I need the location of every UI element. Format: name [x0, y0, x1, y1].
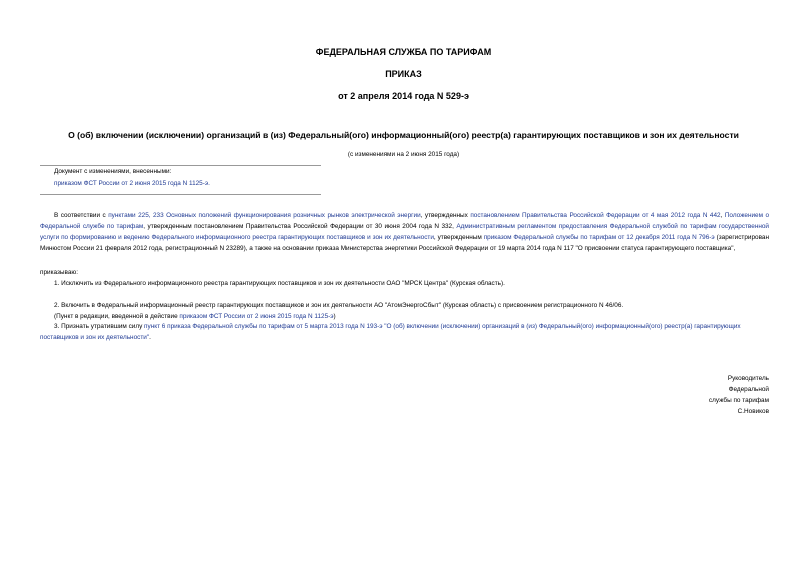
- doc-type-heading: ПРИКАЗ: [385, 69, 422, 79]
- signature-line-2: Федеральной: [728, 386, 769, 393]
- preamble-link-admin-reg[interactable]: Административным регламентом предоставления Федеральной службой по тарифам государственной услуги по формированию и ведению Федерального информационного реестра гарантирующих поставщиков и зон их деятельности: [40, 223, 769, 241]
- preamble-text-4: , утвержденным постановлением Правительства Российской Федерации от 30 июня 2004 года N 332,: [143, 223, 457, 230]
- item-2: 2. Включить в Федеральный информационный реестр гарантирующих поставщиков и зон их деятельности АО "АтомЭнергоСбыт" (Курская область) с присвоением регистрационного N 46/06.: [54, 302, 624, 309]
- preamble-text-5: , утвержденным: [433, 234, 484, 241]
- changes-top-rule: [40, 165, 321, 166]
- signature-block: [709, 373, 769, 417]
- signature-line-4: С.Новиков: [737, 408, 769, 415]
- preamble-text-6: (зарегистрирован Минюстом России 21 февраля 2012 года, регистрационный N 23289), а также на основании приказа Министерства энергетики Российской Федерации от 19 марта 2014 года N 117 "О присвоении статуса гарантирующего поставщика",: [40, 234, 769, 252]
- agency-heading: ФЕДЕРАЛЬНАЯ СЛУЖБА ПО ТАРИФАМ: [315, 47, 492, 57]
- item-3: [40, 321, 769, 343]
- item-1: 1. Исключить из Федерального информационного реестра гарантирующих поставщиков и зон их деятельности ОАО "МРСК Центра" (Курская область).: [54, 280, 505, 287]
- orders-word: приказываю:: [40, 269, 78, 276]
- changes-label: Документ с изменениями, внесенными:: [54, 168, 172, 175]
- preamble-text-1: В соответствии с: [54, 212, 109, 219]
- item-3-end: .: [149, 334, 151, 341]
- changes-bottom-rule: [40, 194, 321, 195]
- preamble-link-regulation[interactable]: Положением о Федеральной службе по тарифам: [40, 212, 770, 230]
- document-title: О (об) включении (исключении) организаций в (из) Федеральный(ого) информационный(ого) реестр(а) гарантирующих поставщиков и зон их деятельности: [68, 130, 739, 140]
- date-number-heading: от 2 апреля 2014 года N 529-э: [338, 91, 469, 101]
- preamble-link-rules[interactable]: пунктами 225, 233 Основных положений функционирования розничных рынков электрической энергии: [108, 212, 421, 219]
- preamble-text-3: ,: [720, 212, 725, 219]
- item-2-note-link[interactable]: приказом ФСТ России от 2 июня 2015 года N 1125-э: [179, 313, 334, 320]
- item-3-link[interactable]: пункт 6 приказа Федеральной службы по тарифам от 5 марта 2013 года N 193-э "О (об) включении (исключении) организаций в (из) Федеральный(ого) информационный(ого) реестр(а) гарантирующих поставщиков и зон их деятельности": [40, 323, 741, 341]
- preamble-text-2: , утвержденных: [420, 212, 471, 219]
- item-2-note: [54, 313, 336, 320]
- signature-line-3: службы по тарифам: [708, 397, 769, 404]
- changes-link[interactable]: приказом ФСТ России от 2 июня 2015 года N 1125-э.: [54, 180, 210, 187]
- signature-line-1: Руководитель: [727, 375, 769, 382]
- preamble-paragraph: [40, 210, 769, 254]
- preamble-link-resolution[interactable]: постановлением Правительства Российской Федерации от 4 мая 2012 года N 442: [470, 212, 721, 219]
- preamble-link-order-796[interactable]: приказом Федеральной службы по тарифам от 12 декабря 2011 года N 796-э: [483, 234, 715, 241]
- item-3-text: 3. Признать утратившим силу: [54, 323, 145, 330]
- item-2-note-text: (Пункт в редакции, введенной в действие: [54, 313, 180, 320]
- revision-note: (с изменениями на 2 июня 2015 года): [347, 151, 460, 158]
- item-2-note-end: ): [333, 313, 336, 320]
